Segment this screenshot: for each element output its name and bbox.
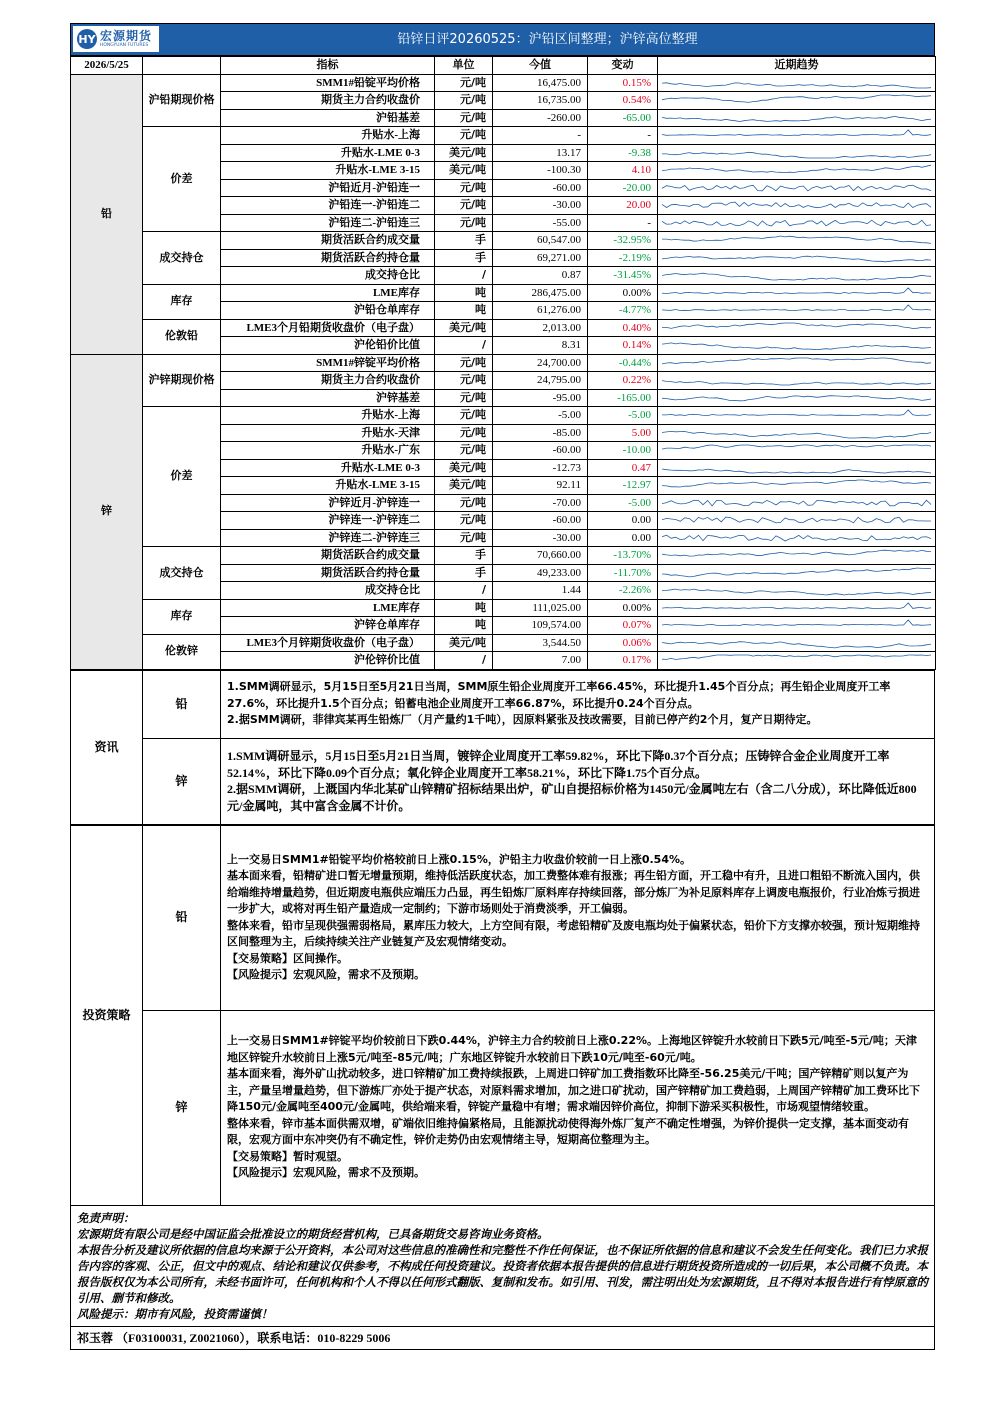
col-trend: 近期趋势 (658, 57, 936, 75)
disclaimer-line-2: 本报告分析及建议所依据的信息均来源于公开资料，本公司对这些信息的准确性和完整性不作任何保证，也不保证所依据的信息和建议不会发生任何变化。我们已力求报告内容的客观、公正，但文中的观点、结论和建议仅供参考，不构成任何投资建议。投资者依据本报告提供的信息进行期货投资所造成的一切后果，本公司概不负责。本报告版权仅为本公司所有，未经书面许可，任何机构和个人不得以任何形式翻版、复制和发布。如引用、刊发，需注明出处为宏源期货，且不得对本报告进行有悖原意的引用、删节和修改。 (77, 1242, 928, 1305)
indicator-value: 92.11 (493, 477, 588, 495)
strategy-lead-text (221, 825, 935, 1010)
zinc-group-label: 库存 (143, 599, 221, 634)
indicator-unit: 吨 (435, 284, 493, 302)
indicator-name: 沪铅仓单库存 (221, 302, 435, 320)
trend-sparkline (658, 617, 936, 635)
zinc-row (71, 407, 936, 425)
column-header-row (71, 57, 936, 75)
indicator-change: 0.54% (588, 92, 658, 110)
indicator-change: 0.17% (588, 652, 658, 670)
indicator-unit: 手 (435, 564, 493, 582)
trend-sparkline (658, 389, 936, 407)
indicator-name: 沪锌连二-沪锌连三 (221, 529, 435, 547)
trend-sparkline (658, 407, 936, 425)
lead-row (71, 284, 936, 302)
trend-sparkline (658, 599, 936, 617)
indicator-name: 期货主力合约收盘价 (221, 372, 435, 390)
indicator-name: 沪铅连二-沪铅连三 (221, 214, 435, 232)
trend-sparkline (658, 634, 936, 652)
indicator-name: 沪锌近月-沪锌连一 (221, 494, 435, 512)
strategy-lead-label: 铅 (143, 825, 221, 1010)
indicator-name: 沪铅近月-沪铅连一 (221, 179, 435, 197)
indicator-value: -30.00 (493, 197, 588, 215)
indicator-change: -4.77% (588, 302, 658, 320)
indicator-name: 沪锌基差 (221, 389, 435, 407)
indicator-change: -31.45% (588, 267, 658, 285)
trend-sparkline (658, 179, 936, 197)
report-header (70, 23, 935, 56)
indicator-value: 8.31 (493, 337, 588, 355)
indicator-value: 69,271.00 (493, 249, 588, 267)
indicator-name: LME库存 (221, 284, 435, 302)
indicator-name: 沪伦铅价比值 (221, 337, 435, 355)
trend-sparkline (658, 547, 936, 565)
indicator-value: 24,795.00 (493, 372, 588, 390)
indicator-value: -100.30 (493, 162, 588, 180)
report-sheet (70, 23, 935, 1350)
indicator-change: -5.00 (588, 494, 658, 512)
zinc-row (71, 547, 936, 565)
news-section (70, 670, 935, 825)
trend-sparkline (658, 354, 936, 372)
trend-sparkline (658, 214, 936, 232)
trend-sparkline (658, 144, 936, 162)
indicator-change: -12.97 (588, 477, 658, 495)
indicator-value: 2,013.00 (493, 319, 588, 337)
zinc-section-label: 锌 (71, 354, 143, 669)
trend-sparkline (658, 284, 936, 302)
strategy-zinc-p2: 基本面来看，海外矿山扰动较多，进口锌精矿加工费持续报跌，上周进口锌矿加工费指数环比降至-56.25美元/干吨；国产锌精矿则以复产为主，产量呈增量趋势，但下游炼厂亦处于提产状态，对原料需求增加，加之进口矿扰动，国产锌精矿加工费趋弱，上周国产锌精矿加工费环比下降150元/金属吨至400元/金属吨，供给端来看，锌锭产量稳中有增；需求端因锌价高位，抑制下游采买积极性，市场观望情绪较重。 (227, 1067, 920, 1114)
indicator-change: 0.07% (588, 617, 658, 635)
indicator-value: 60,547.00 (493, 232, 588, 250)
indicator-unit: / (435, 337, 493, 355)
report-title: 铅锌日评20260525：沪铅区间整理；沪锌高位整理 (397, 32, 698, 47)
trend-sparkline (658, 109, 936, 127)
indicator-change: -11.70% (588, 564, 658, 582)
trend-sparkline (658, 372, 936, 390)
indicator-value: 1.44 (493, 582, 588, 600)
indicator-change: -32.95% (588, 232, 658, 250)
trend-sparkline (658, 424, 936, 442)
trend-sparkline (658, 477, 936, 495)
indicator-value: 70,660.00 (493, 547, 588, 565)
news-lead-text (221, 670, 935, 738)
news-lead-p2: 2.据SMM调研，菲律宾某再生铅炼厂（月产量约1千吨），因原料紧张及技改需要，目前已停产约2个月，复产日期待定。 (227, 713, 818, 727)
strategy-lead-p1: 上一交易日SMM1#铅锭平均价格较前日上涨0.15%，沪铅主力收盘价较前一日上涨0.54%。 (227, 852, 692, 866)
col-value: 今值 (493, 57, 588, 75)
disclaimer-line-1: 宏源期货有限公司是经中国证监会批准设立的期货经营机构，已具备期货交易咨询业务资格。 (77, 1226, 549, 1241)
zinc-row (71, 634, 936, 652)
indicator-value: -95.00 (493, 389, 588, 407)
indicator-unit: 美元/吨 (435, 477, 493, 495)
indicator-unit: 吨 (435, 599, 493, 617)
strategy-zinc-p3: 整体来看，锌市基本面供需双增，矿端依旧维持偏紧格局，且能源扰动使得海外炼厂复产不确定性增强，为锌价提供一定支撑，基本面变动有限，宏观方面中东冲突仍有不确定性，锌价走势仍由宏观情绪主导，短期高位整理为主。 (227, 1116, 909, 1147)
trend-sparkline (658, 162, 936, 180)
report-date: 2026/5/25 (71, 57, 143, 75)
strategy-lead-p2: 基本面来看，铅精矿进口暂无增量预期，维持低活跃度状态，加工费整体难有报涨；再生铅方面，开工稳中有升，且进口粗铅不断流入国内，供给端维持增量趋势，但近期废电瓶供应端压力凸显，再生铅炼厂原料库存持续回落，部分炼厂为补足原料库存上调废电瓶报价，行业冶炼亏损进一步扩大，或将对再生铅产量造成一定制约；下游市场则处于消费淡季，开工偏弱。 (227, 869, 920, 915)
indicator-value: 3,544.50 (493, 634, 588, 652)
zinc-row (71, 354, 936, 372)
indicator-value: -85.00 (493, 424, 588, 442)
indicator-change: -10.00 (588, 442, 658, 460)
indicator-unit: / (435, 267, 493, 285)
indicator-unit: 元/吨 (435, 494, 493, 512)
strategy-section (70, 825, 935, 1206)
indicator-unit: 美元/吨 (435, 144, 493, 162)
indicator-change: -13.70% (588, 547, 658, 565)
analyst-contact: 祁玉蓉 （F03100031, Z0021060），联系电话：010-8229 5006 (70, 1327, 935, 1350)
lead-section-label: 铅 (71, 74, 143, 354)
indicator-unit: 美元/吨 (435, 319, 493, 337)
indicator-name: 升贴水-上海 (221, 127, 435, 145)
indicator-name: 期货主力合约收盘价 (221, 92, 435, 110)
indicator-name: LME3个月铅期货收盘价（电子盘） (221, 319, 435, 337)
indicator-value: 0.87 (493, 267, 588, 285)
trend-sparkline (658, 337, 936, 355)
indicator-change: 0.00% (588, 599, 658, 617)
indicator-unit: 元/吨 (435, 109, 493, 127)
indicator-name: 期货活跃合约成交量 (221, 547, 435, 565)
trend-sparkline (658, 582, 936, 600)
indicator-unit: 元/吨 (435, 407, 493, 425)
disclaimer (70, 1206, 935, 1327)
indicator-name: 成交持仓比 (221, 582, 435, 600)
disclaimer-title: 免责声明： (77, 1210, 135, 1225)
logo-mark-icon: HY (77, 29, 97, 49)
indicator-unit: 元/吨 (435, 442, 493, 460)
strategy-zinc-text (221, 1010, 935, 1205)
trend-sparkline (658, 127, 936, 145)
indicator-name: 升贴水-LME 0-3 (221, 459, 435, 477)
indicator-value: -5.00 (493, 407, 588, 425)
indicator-value: 16,735.00 (493, 92, 588, 110)
indicator-value: -55.00 (493, 214, 588, 232)
trend-sparkline (658, 92, 936, 110)
news-zinc-text (221, 738, 935, 824)
indicator-unit: 元/吨 (435, 372, 493, 390)
indicator-unit: 元/吨 (435, 74, 493, 92)
indicator-unit: / (435, 582, 493, 600)
lead-row (71, 232, 936, 250)
indicator-change: -9.38 (588, 144, 658, 162)
indicator-change: -2.19% (588, 249, 658, 267)
indicator-change: -65.00 (588, 109, 658, 127)
indicator-name: LME库存 (221, 599, 435, 617)
trend-sparkline (658, 197, 936, 215)
indicator-name: 升贴水-广东 (221, 442, 435, 460)
lead-row (71, 127, 936, 145)
data-table (70, 56, 936, 670)
indicator-value: 16,475.00 (493, 74, 588, 92)
news-label: 资讯 (71, 670, 143, 824)
col-blank (143, 57, 221, 75)
indicator-change: 0.15% (588, 74, 658, 92)
strategy-zinc-p4: 【交易策略】暂时观望。 (227, 1149, 348, 1163)
trend-sparkline (658, 512, 936, 530)
trend-sparkline (658, 652, 936, 670)
trend-sparkline (658, 564, 936, 582)
zinc-group-label: 价差 (143, 407, 221, 547)
indicator-unit: 美元/吨 (435, 634, 493, 652)
zinc-group-label: 伦敦锌 (143, 634, 221, 669)
news-lead-label: 铅 (143, 670, 221, 738)
indicator-change: 0.14% (588, 337, 658, 355)
strategy-zinc-p5: 【风险提示】宏观风险，需求不及预期。 (227, 1166, 425, 1180)
indicator-value: 286,475.00 (493, 284, 588, 302)
news-zinc-label: 锌 (143, 738, 221, 824)
indicator-change: 0.40% (588, 319, 658, 337)
indicator-unit: / (435, 652, 493, 670)
col-unit: 单位 (435, 57, 493, 75)
strategy-lead-p4: 【交易策略】区间操作。 (227, 951, 348, 965)
indicator-change: 20.00 (588, 197, 658, 215)
indicator-name: 期货活跃合约成交量 (221, 232, 435, 250)
indicator-unit: 吨 (435, 617, 493, 635)
col-change: 变动 (588, 57, 658, 75)
indicator-name: 沪铅基差 (221, 109, 435, 127)
lead-group-label: 沪铅期现价格 (143, 74, 221, 127)
lead-group-label: 库存 (143, 284, 221, 319)
trend-sparkline (658, 442, 936, 460)
indicator-name: 沪锌仓单库存 (221, 617, 435, 635)
indicator-value: 24,700.00 (493, 354, 588, 372)
indicator-name: 升贴水-上海 (221, 407, 435, 425)
indicator-value: 7.00 (493, 652, 588, 670)
indicator-change: 0.00% (588, 284, 658, 302)
trend-sparkline (658, 529, 936, 547)
logo-cn: 宏源期货 (100, 28, 153, 43)
indicator-name: 升贴水-天津 (221, 424, 435, 442)
indicator-value: - (493, 127, 588, 145)
indicator-unit: 元/吨 (435, 197, 493, 215)
indicator-name: 沪伦锌价比值 (221, 652, 435, 670)
trend-sparkline (658, 459, 936, 477)
indicator-name: 升贴水-LME 0-3 (221, 144, 435, 162)
indicator-unit: 吨 (435, 302, 493, 320)
trend-sparkline (658, 494, 936, 512)
indicator-value: -12.73 (493, 459, 588, 477)
indicator-change: - (588, 127, 658, 145)
lead-row (71, 74, 936, 92)
indicator-value: 13.17 (493, 144, 588, 162)
indicator-change: -0.44% (588, 354, 658, 372)
logo-en: HONGYUAN FUTURES (100, 42, 149, 48)
indicator-name: SMM1#铅锭平均价格 (221, 74, 435, 92)
indicator-change: -2.26% (588, 582, 658, 600)
indicator-unit: 手 (435, 249, 493, 267)
trend-sparkline (658, 249, 936, 267)
indicator-change: 0.06% (588, 634, 658, 652)
indicator-unit: 手 (435, 547, 493, 565)
indicator-change: 0.00 (588, 512, 658, 530)
indicator-unit: 元/吨 (435, 389, 493, 407)
strategy-zinc-p1: 上一交易日SMM1#锌锭平均价较前日下跌0.44%，沪锌主力合约较前日上涨0.22%。上海地区锌锭升水较前日下跌5元/吨至-5元/吨；天津地区锌锭升水较前日上涨5元/吨至-85元/吨；广东地区锌锭升水较前日下跌10元/吨至-60元/吨。 (227, 1034, 917, 1064)
indicator-unit: 元/吨 (435, 92, 493, 110)
indicator-change: 4.10 (588, 162, 658, 180)
news-lead-p1: 1.SMM调研显示，5月15日至5月21日当周，SMM原生铅企业周度开工率66.45%，环比提升1.45个百分点；再生铅企业周度开工率27.6%，环比提升1.5个百分点；铅蓄电池企业周度开工率66.87%，环比提升0.24个百分点。 (227, 680, 891, 710)
trend-sparkline (658, 74, 936, 92)
indicator-change: -165.00 (588, 389, 658, 407)
indicator-name: 期货活跃合约持仓量 (221, 249, 435, 267)
lead-group-label: 成交持仓 (143, 232, 221, 285)
col-indicator: 指标 (221, 57, 435, 75)
lead-group-label: 伦敦铅 (143, 319, 221, 354)
indicator-unit: 元/吨 (435, 354, 493, 372)
indicator-unit: 元/吨 (435, 214, 493, 232)
news-zinc-p2: 2.据SMM调研，上溉国内华北某矿山锌精矿招标结果出炉，矿山自提招标价格为1450元/金属吨左右（含二八分成），环比降低近800元/金属吨，其中富含金属不计价。 (227, 782, 917, 813)
indicator-value: -260.00 (493, 109, 588, 127)
strategy-zinc-label: 锌 (143, 1010, 221, 1205)
trend-sparkline (658, 267, 936, 285)
lead-row (71, 319, 936, 337)
indicator-value: -60.00 (493, 442, 588, 460)
indicator-unit: 手 (435, 232, 493, 250)
indicator-unit: 美元/吨 (435, 459, 493, 477)
indicator-name: 升贴水-LME 3-15 (221, 162, 435, 180)
indicator-name: 沪锌连一-沪锌连二 (221, 512, 435, 530)
indicator-name: LME3个月锌期货收盘价（电子盘） (221, 634, 435, 652)
indicator-change: - (588, 214, 658, 232)
indicator-unit: 元/吨 (435, 529, 493, 547)
indicator-value: 111,025.00 (493, 599, 588, 617)
indicator-value: -30.00 (493, 529, 588, 547)
indicator-change: 5.00 (588, 424, 658, 442)
strategy-label: 投资策略 (71, 825, 143, 1205)
indicator-change: -5.00 (588, 407, 658, 425)
indicator-name: 沪铅连一-沪铅连二 (221, 197, 435, 215)
indicator-unit: 美元/吨 (435, 162, 493, 180)
company-logo (73, 26, 159, 52)
zinc-row (71, 599, 936, 617)
zinc-group-label: 沪锌期现价格 (143, 354, 221, 407)
trend-sparkline (658, 232, 936, 250)
indicator-name: 期货活跃合约持仓量 (221, 564, 435, 582)
strategy-lead-p5: 【风险提示】宏观风险，需求不及预期。 (227, 968, 425, 981)
indicator-name: 升贴水-LME 3-15 (221, 477, 435, 495)
indicator-unit: 元/吨 (435, 512, 493, 530)
indicator-unit: 元/吨 (435, 127, 493, 145)
indicator-value: -70.00 (493, 494, 588, 512)
indicator-unit: 元/吨 (435, 424, 493, 442)
indicator-change: 0.47 (588, 459, 658, 477)
indicator-value: 109,574.00 (493, 617, 588, 635)
indicator-value: 61,276.00 (493, 302, 588, 320)
news-zinc-p1: 1.SMM调研显示，5月15日至5月21日当周，镀锌企业周度开工率59.82%，环比下降0.37个百分点；压铸锌合金企业周度开工率52.14%，环比下降0.09个百分点；氧化锌企业周度开工率58.21%，环比下降1.75个百分点。 (227, 749, 890, 780)
indicator-value: -60.00 (493, 512, 588, 530)
indicator-value: -60.00 (493, 179, 588, 197)
strategy-lead-p3: 整体来看，铅市呈现供强需弱格局，累库压力较大，上方空间有限，考虑铅精矿及废电瓶均处于偏紧状态，铅价下方支撑亦较强，预计短期维持区间整理为主，后续持续关注产业链复产及宏观情绪变动。 (227, 918, 920, 948)
indicator-change: -20.00 (588, 179, 658, 197)
indicator-name: 成交持仓比 (221, 267, 435, 285)
trend-sparkline (658, 319, 936, 337)
indicator-name: SMM1#锌锭平均价格 (221, 354, 435, 372)
disclaimer-line-3: 风险提示：期市有风险，投资需谨慎！ (77, 1306, 273, 1321)
zinc-group-label: 成交持仓 (143, 547, 221, 600)
lead-group-label: 价差 (143, 127, 221, 232)
indicator-change: 0.00 (588, 529, 658, 547)
trend-sparkline (658, 302, 936, 320)
indicator-value: 49,233.00 (493, 564, 588, 582)
indicator-change: 0.22% (588, 372, 658, 390)
indicator-unit: 元/吨 (435, 179, 493, 197)
